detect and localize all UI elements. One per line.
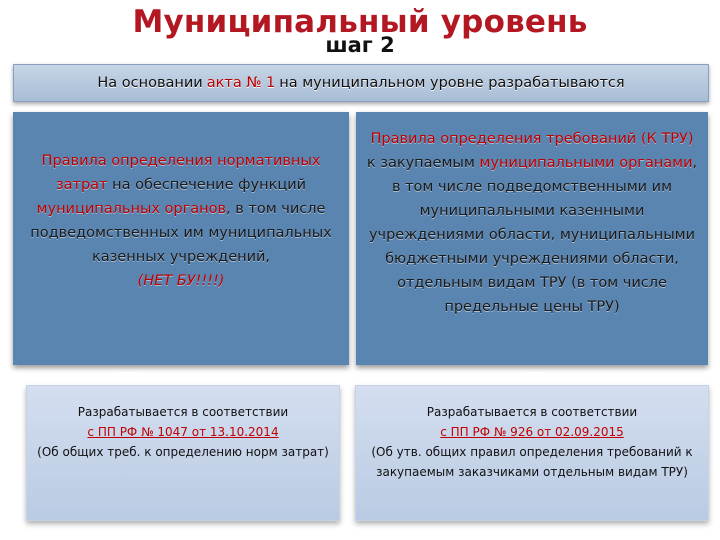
left-rules-box	[13, 112, 349, 365]
right-basis-line: Разрабатывается в соответствии	[426, 405, 638, 419]
left-basis-decree-link[interactable]: с ПП РФ № 1047 от 13.10.2014	[87, 425, 279, 439]
left-basis-box	[26, 385, 340, 521]
left-rules-text-2: , в том числе подведомственных им муниципальных казенных учреждений,	[30, 201, 332, 265]
banner-text-2: на муниципальном уровне разрабатываются	[279, 75, 625, 91]
left-basis-description: (Об общих треб. к определению норм затрат)	[37, 445, 329, 459]
left-rules-text-1: на обеспечение функций	[112, 177, 307, 193]
banner-text-1: На основании	[97, 75, 203, 91]
right-basis-box	[355, 385, 709, 521]
left-rules-title: Правила определения нормативных затрат	[41, 153, 321, 193]
right-rules-text-1: к закупаемым	[366, 155, 475, 171]
left-basis-line: Разрабатывается в соответствии	[77, 405, 289, 419]
right-rules-text-2: , в том числе подведомственными им муниципальными казенными учреждениями области, муниципальными бюджетными учреждениями области, отдельным видам ТРУ (в том числе предельные цены ТРУ)	[368, 155, 698, 315]
right-rules-title: Правила определения требований (К ТРУ)	[370, 131, 694, 147]
right-basis-description: (Об утв. общих правил определения требований к закупаемым заказчиками отдельным видам ТРУ)	[371, 445, 693, 479]
banner	[13, 64, 709, 102]
page-title: Муниципальный уровень	[132, 4, 588, 40]
right-rules-box	[356, 112, 708, 365]
right-rules-text	[366, 127, 698, 319]
left-rules-text	[27, 149, 335, 293]
right-basis-decree-link[interactable]: с ПП РФ № 926 от 02.09.2015	[440, 425, 624, 439]
down-arrow-left	[117, 372, 141, 382]
page-subtitle: шаг 2	[325, 33, 395, 57]
down-arrow-right	[522, 372, 546, 382]
left-rules-organs: муниципальных органов	[36, 201, 227, 217]
banner-act-reference: акта № 1	[206, 75, 276, 91]
right-rules-organs: муниципальными органами	[479, 155, 693, 171]
left-rules-note: (НЕТ БУ!!!!)	[137, 273, 225, 289]
